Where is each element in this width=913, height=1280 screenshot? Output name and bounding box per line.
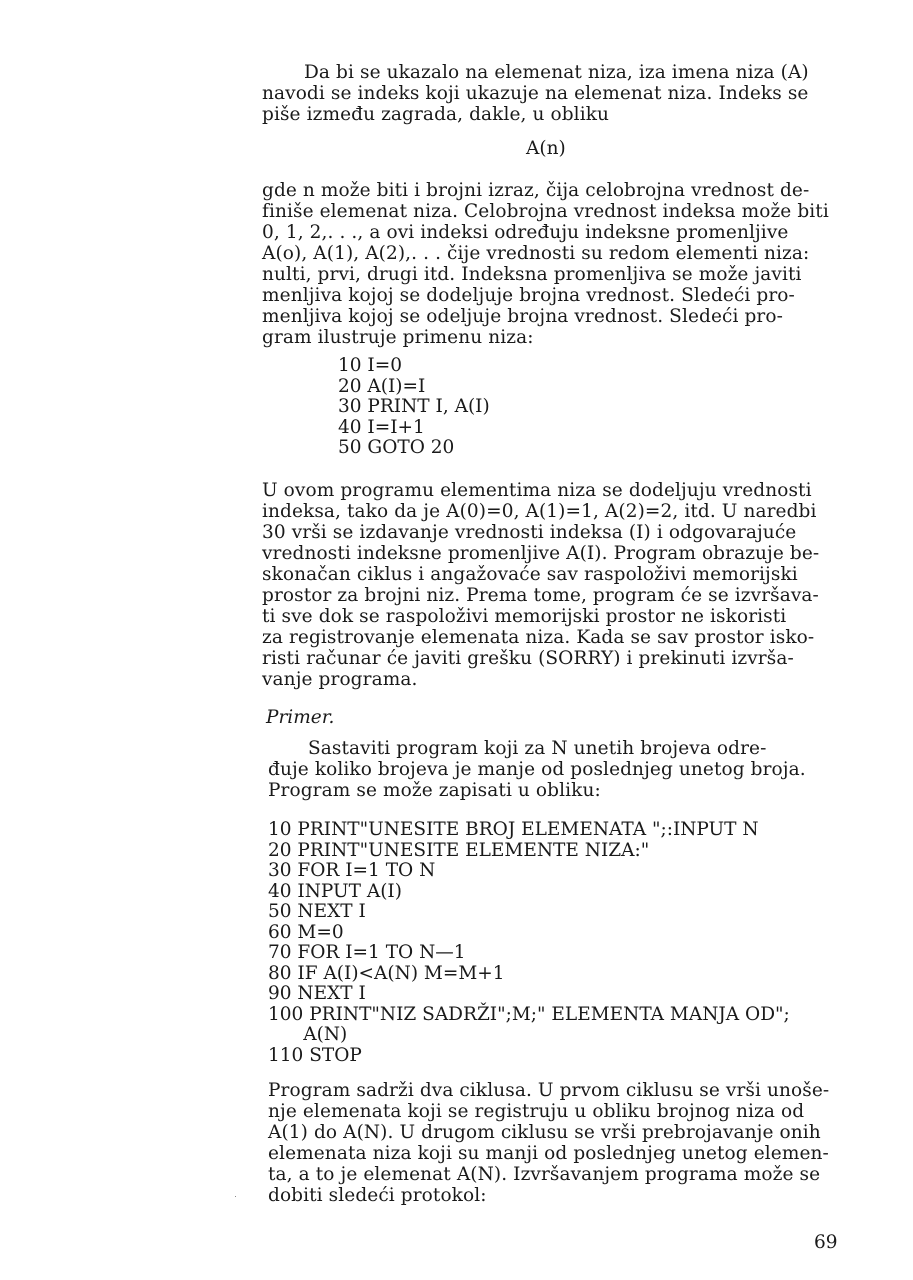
text-line: A(1) do A(N). U drugom ciklusu se vrši prebrojavanje onih	[268, 1122, 821, 1143]
program-listing-2	[268, 820, 790, 1066]
text-line: risti računar će javiti grešku (SORRY) i prekinuti izvrša-	[262, 648, 794, 669]
text-line: vanje programa.	[262, 669, 418, 690]
text-line: dobiti sledeći protokol:	[268, 1185, 487, 1206]
program-listing-1	[338, 356, 490, 459]
code-line: 50 NEXT I	[268, 901, 366, 922]
text-line: navodi se indeks koji ukazuje na elemenat niza. Indeks se	[262, 83, 809, 104]
code-line: 20 A(I)=I	[338, 375, 426, 397]
code-line: 50 GOTO 20	[338, 437, 455, 458]
text-line: menljiva kojoj se dodeljuje brojna vrednost. Sledeći pro-	[262, 285, 795, 306]
text-line: đuje koliko brojeva je manje od poslednjeg unetog broja.	[268, 759, 806, 780]
text-line: ta, a to je elemenat A(N). Izvršavanjem programa može se	[268, 1164, 821, 1185]
text-line: menljiva kojoj se odeljuje brojna vrednost. Sledeći pro-	[262, 306, 783, 327]
text-line: finiše elemenat niza. Celobrojna vrednost indeksa može biti	[262, 201, 829, 222]
code-line: 30 FOR I=1 TO N	[268, 860, 436, 881]
text-line: Program sadrži dva ciklusa. U prvom ciklusu se vrši unoše-	[268, 1080, 830, 1101]
paragraph-index-description	[262, 180, 842, 348]
text-line: gde n može biti i brojni izraz, čija celobrojna vrednost de-	[262, 180, 810, 201]
code-line: 10 PRINT"UNESITE BROJ ELEMENATA ";:INPUT N	[268, 819, 759, 840]
paragraph-example-task	[268, 738, 848, 801]
text-line: gram ilustruje primenu niza:	[262, 327, 534, 348]
paragraph-intro	[262, 62, 842, 125]
text-line: Program se može zapisati u obliku:	[268, 780, 601, 801]
paragraph-program-summary	[268, 1080, 848, 1206]
text-line: prostor za brojni niz. Prema tome, program će se izvršava-	[262, 585, 819, 606]
formula-a-n: A(n)	[526, 138, 566, 159]
example-heading: Primer.	[266, 707, 335, 728]
text-line: nulti, prvi, drugi itd. Indeksna promenljiva se može javiti	[262, 264, 802, 285]
text-line: U ovom programu elementima niza se dodeljuju vrednosti	[262, 480, 812, 501]
text-line: skonačan ciklus i angažovaće sav raspoloživi memorijski	[262, 564, 798, 585]
text-line: A(o), A(1), A(2),. . . čije vrednosti su redom elementi niza:	[262, 243, 810, 264]
page-number: 69	[814, 1232, 838, 1253]
code-line: 110 STOP	[268, 1044, 362, 1066]
code-line: 10 I=0	[338, 355, 403, 376]
text-line: piše između zagrada, dakle, u obliku	[262, 104, 610, 125]
code-line: 60 M=0	[268, 921, 344, 943]
text-line: Da bi se ukazalo na elemenat niza, iza imena niza (A)	[304, 62, 809, 83]
code-line: 20 PRINT"UNESITE ELEMENTE NIZA:"	[268, 839, 650, 861]
text-line: 0, 1, 2,. . ., a ovi indeksi određuju indeksne promenljive	[262, 222, 789, 243]
paragraph-program-explanation	[262, 480, 842, 690]
text-line: indeksa, tako da je A(0)=0, A(1)=1, A(2)=2, itd. U naredbi	[262, 501, 817, 522]
scan-speck	[235, 1196, 236, 1197]
text-line: elemenata niza koji su manji od poslednjeg unetog elemen-	[268, 1143, 829, 1164]
code-line: 40 INPUT A(I)	[268, 880, 402, 902]
text-line: vrednosti indeksne promenljive A(I). Program obrazuje be-	[262, 543, 820, 564]
code-line: 80 IF A(I)<A(N) M=M+1	[268, 962, 505, 984]
text-line: Sastaviti program koji za N unetih brojeva odre-	[308, 738, 767, 759]
code-line: 90 NEXT I	[268, 983, 366, 1004]
text-line: 30 vrši se izdavanje vrednosti indeksa (I) i odgovarajuće	[262, 522, 797, 543]
text-line: ti sve dok se raspoloživi memorijski prostor ne iskoristi	[262, 606, 787, 627]
code-line: 40 I=I+1	[338, 416, 425, 438]
code-line: A(N)	[268, 1024, 348, 1045]
code-line: 100 PRINT"NIZ SADRŽI";M;" ELEMENTA MANJA OD";	[268, 1003, 790, 1025]
code-line: 70 FOR I=1 TO N—1	[268, 942, 466, 963]
text-line: nje elemenata koji se registruju u obliku brojnog niza od	[268, 1101, 805, 1122]
code-line: 30 PRINT I, A(I)	[338, 396, 490, 417]
text-line: za registrovanje elemenata niza. Kada se sav prostor isko-	[262, 627, 815, 648]
